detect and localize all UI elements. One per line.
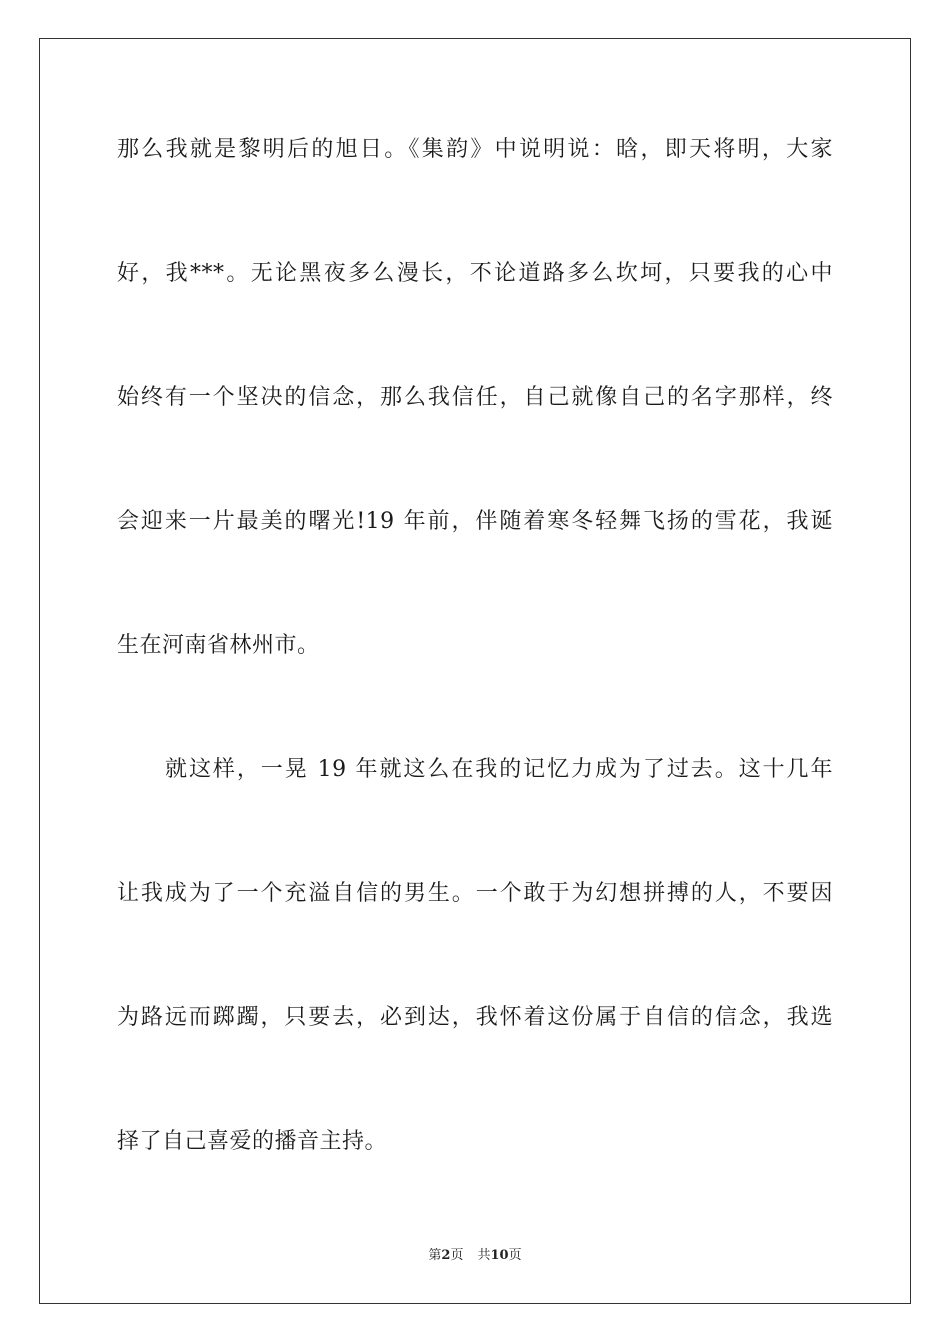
- footer-total-pages: 10: [490, 1248, 509, 1263]
- footer-page-prefix: 第: [428, 1248, 442, 1263]
- paragraph-1-line-1: 那么我就是黎明后的旭日。《集韵》中说明说：晗，即天将明，大家: [117, 137, 833, 162]
- footer-total-suffix: 页: [508, 1248, 522, 1263]
- footer-total-prefix: 共: [477, 1248, 491, 1263]
- paragraph-2-line-4: 择了自己喜爱的播音主持。: [117, 1129, 388, 1154]
- page-footer: [0, 1247, 950, 1265]
- page-border: [39, 38, 911, 1304]
- paragraph-1-line-3: 始终有一个坚决的信念，那么我信任，自己就像自己的名字那样，终: [117, 385, 833, 410]
- footer-page-number: 2: [441, 1248, 451, 1263]
- footer-page-suffix: 页: [450, 1248, 464, 1263]
- paragraph-1-line-5: 生在河南省林州市。: [117, 633, 320, 658]
- paragraph-2-line-3: 为路远而踯躅，只要去，必到达，我怀着这份属于自信的信念，我选: [117, 1005, 833, 1030]
- paragraph-2-line-2: 让我成为了一个充溢自信的男生。一个敢于为幻想拼搏的人，不要因: [117, 881, 833, 906]
- paragraph-1-line-2: 好，我***。无论黑夜多么漫长，不论道路多么坎坷，只要我的心中: [117, 261, 833, 286]
- paragraph-1-line-4: 会迎来一片最美的曙光!19 年前，伴随着寒冬轻舞飞扬的雪花，我诞: [117, 509, 833, 534]
- paragraph-2-line-1: 就这样，一晃 19 年就这么在我的记忆力成为了过去。这十几年: [165, 757, 833, 782]
